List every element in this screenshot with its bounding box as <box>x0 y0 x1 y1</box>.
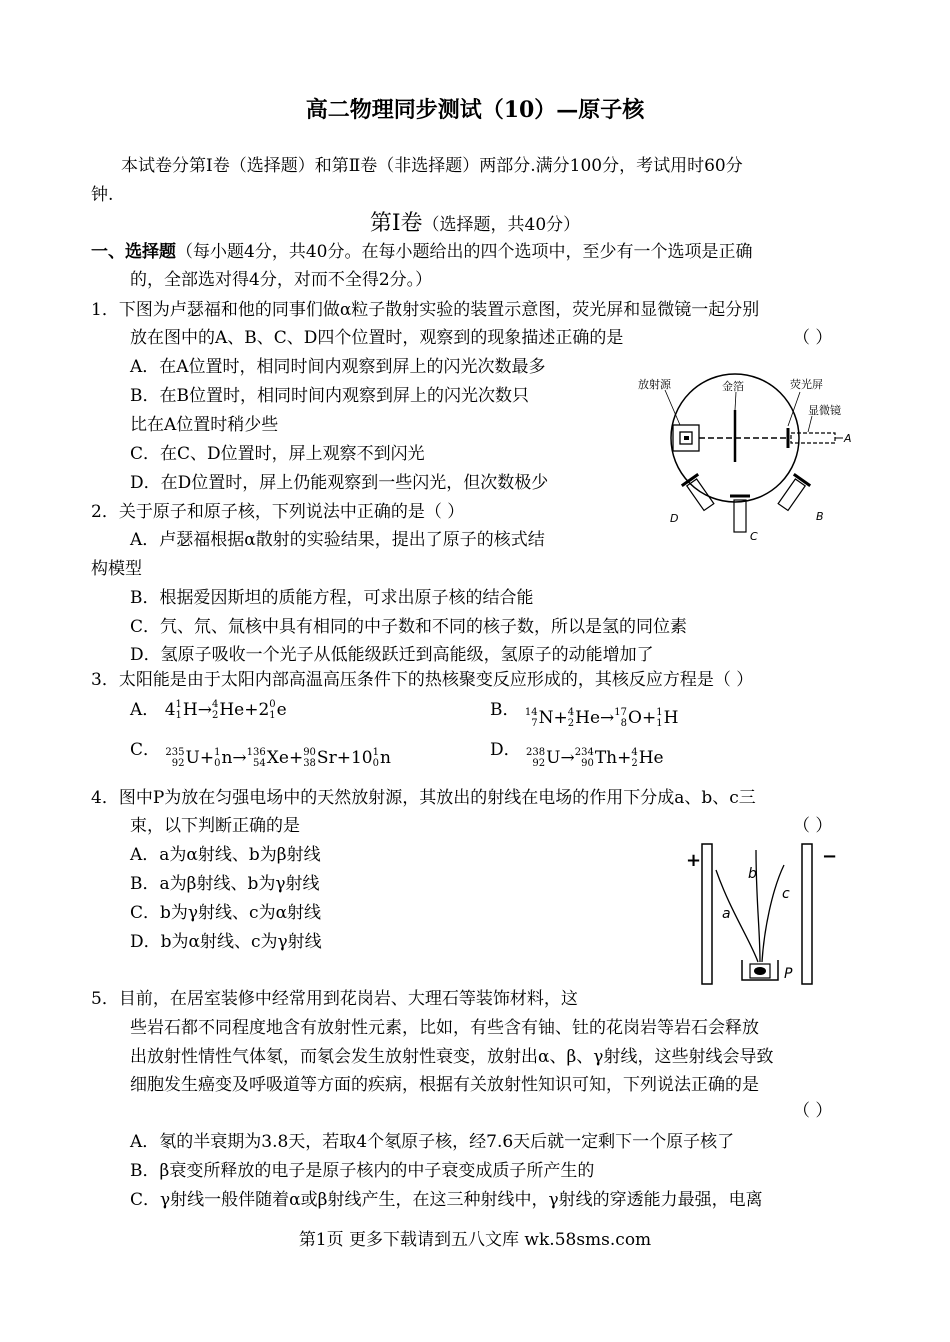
eq-b-h: H <box>663 708 679 728</box>
eq-c-sr-numbers <box>303 747 316 769</box>
eq-d-th: Th <box>594 748 618 768</box>
q1-option-c: C．在C、D位置时，屏上观察不到闪光 <box>130 444 425 464</box>
eq-c-n2-numbers <box>373 747 379 769</box>
eq-d-u-mass: 238 <box>526 747 546 758</box>
label-position-b: B <box>816 510 824 523</box>
eq-a-he-numbers <box>212 699 218 721</box>
eq-b-he-numbers <box>568 707 574 729</box>
q1-option-b-1: B．在B位置时，相同时间内观察到屏上的闪光次数只 <box>130 386 529 406</box>
label-position-a: A <box>844 432 852 445</box>
eq-d-plus: + <box>617 748 632 768</box>
source-core <box>684 436 689 440</box>
eq-a-h-mass: 1 <box>175 699 182 710</box>
plus-sign: + <box>686 850 702 871</box>
q5-option-a: A．氡的半衰期为3.8天，若取4个氡原子核，经7.6天后就一定剩下一个原子核了 <box>130 1132 735 1152</box>
q1-option-b-2: 比在A位置时稍少些 <box>130 415 279 435</box>
label-source: 放射源 <box>638 378 671 391</box>
eq-b-plus-1: + <box>553 708 568 728</box>
q1-stem-1: 下图为卢瑟福和他的同事们做α粒子散射实验的装置示意图，荧光屏和显微镜一起分别 <box>118 300 760 320</box>
microscope-b <box>775 474 810 513</box>
label-source-p: P <box>784 966 793 982</box>
q5-stem-4: 细胞发生癌变及呼吸道等方面的疾病，根据有关放射性知识可知，下列说法正确的是 <box>130 1075 759 1095</box>
q1-number: 1． <box>91 300 119 320</box>
eq-b-h-numbers <box>656 707 662 729</box>
eq-d-u: U <box>546 748 561 768</box>
eq-c-u-mass: 235 <box>165 747 185 758</box>
q5-stem-3: 出放射性情性气体氡，而氡会发生放射性衰变，放射出α、β、γ射线，这些射线会导致 <box>130 1047 774 1067</box>
q5-option-b: B．β衰变所释放的电子是原子核内的中子衰变成质子所产生的 <box>130 1161 595 1181</box>
q1-option-a: A．在A位置时，相同时间内观察到屏上的闪光次数最多 <box>130 357 546 377</box>
eq-c-n1: n <box>221 748 233 768</box>
q4-option-a: A．a为α射线、b为β射线 <box>130 845 321 865</box>
eq-d-he-numbers <box>631 747 637 769</box>
eq-b-o: O <box>628 708 642 728</box>
q2-stem: 关于原子和原子核，下列说法中正确的是（ ） <box>118 502 465 522</box>
q4-option-c: C．b为γ射线、c为α射线 <box>130 903 322 923</box>
eq-c-u-charge: 92 <box>171 758 185 769</box>
eq-a-he-charge: 2 <box>211 710 219 721</box>
q1-stem-2: 放在图中的A、B、C、D四个位置时，观察到的现象描述正确的是 <box>130 328 624 348</box>
eq-c-xe: Xe <box>266 748 289 768</box>
eq-b-o-numbers <box>614 707 627 729</box>
label-screen: 荧光屏 <box>790 378 823 391</box>
q3-number: 3． <box>91 670 119 690</box>
eq-b-he: He <box>575 708 601 728</box>
leader-foil <box>735 392 736 410</box>
eq-c-n2-charge: 0 <box>372 758 379 769</box>
eq-b-n-numbers <box>525 707 538 729</box>
eq-c-sr-mass: 90 <box>303 747 316 758</box>
ray-c-path <box>762 865 784 962</box>
eq-d-u-numbers <box>526 747 545 769</box>
q5-number: 5． <box>91 989 119 1009</box>
eq-a-plus: +2 <box>244 700 270 720</box>
eq-a-he-mass: 4 <box>211 699 219 710</box>
eq-c-n1-charge: 0 <box>214 758 221 769</box>
q3-option-b <box>490 698 678 730</box>
eq-b-he-charge: 2 <box>567 718 575 729</box>
leader-source <box>665 390 680 425</box>
eq-d-th-numbers <box>575 747 594 769</box>
eq-b-o-mass: 17 <box>614 707 628 718</box>
label-position-d: D <box>670 512 679 525</box>
minus-sign: − <box>822 846 838 867</box>
eq-a-e-mass: 0 <box>269 699 276 710</box>
equation-d <box>526 745 664 771</box>
q3-option-a <box>130 698 287 722</box>
eq-d-arrow: → <box>560 748 575 768</box>
eq-d-th-mass: 234 <box>574 747 594 758</box>
eq-a-e-charge: 1 <box>269 710 276 721</box>
equation-a <box>165 698 287 722</box>
q3-stem-line <box>91 670 753 690</box>
q4-answer-bracket: （ ） <box>793 816 833 836</box>
q4-option-d: D．b为α射线、c为γ射线 <box>130 932 322 952</box>
eq-c-sr: Sr <box>316 748 337 768</box>
eq-b-o-charge: 8 <box>620 718 628 729</box>
q2-stem-line <box>91 502 464 522</box>
eq-a-coef: 4 <box>164 700 176 720</box>
eq-c-xe-charge: 54 <box>253 758 266 769</box>
eq-c-n2: n <box>379 748 391 768</box>
section-heading: 一、选择题 <box>91 242 176 262</box>
volume-title: 第Ⅰ卷 <box>369 211 423 236</box>
q3-stem: 太阳能是由于太阳内部高温高压条件下的热核聚变反应形成的，其核反应方程是（ ） <box>118 670 754 690</box>
eq-a-arrow: → <box>197 700 212 720</box>
q4-stem-1: 图中P为放在匀强电场中的天然放射源，其放出的射线在电场的作用下分成a、b、c三 <box>118 788 756 808</box>
q5-stem-line-1 <box>91 989 578 1009</box>
eq-c-xe-mass: 136 <box>246 747 266 758</box>
eq-b-arrow: → <box>600 708 615 728</box>
q2-option-c: C．氕、氘、氚核中具有相同的中子数和不同的核子数，所以是氢的同位素 <box>130 617 688 637</box>
leader-microscope <box>808 416 812 432</box>
eq-b-plus-2: + <box>641 708 657 728</box>
source-sample <box>754 967 766 975</box>
q4-number: 4． <box>91 788 119 808</box>
eq-b-n-charge: 7 <box>531 718 538 729</box>
eq-b-n-mass: 14 <box>524 707 538 718</box>
eq-a-h-charge: 1 <box>175 710 182 721</box>
q1-option-d: D．在D位置时，屏上仍能观察到一些闪光，但次数极少 <box>130 473 549 493</box>
eq-b-h-charge: 1 <box>656 718 663 729</box>
intro-line-1: 本试卷分第Ⅰ卷（选择题）和第Ⅱ卷（非选择题）两部分.满分100分，考试用时60分 <box>121 156 743 176</box>
volume-note: （选择题，共40分） <box>422 215 581 235</box>
eq-d-he-charge: 2 <box>631 758 638 769</box>
equation-b <box>525 706 679 730</box>
section-rule-2: 的，全部选对得4分，对而不全得2分。） <box>130 270 433 290</box>
q3-option-a-label: A． <box>130 700 160 720</box>
eq-a-h: H <box>182 700 198 720</box>
page-title: 高二物理同步测试（10）—原子核 <box>305 97 645 123</box>
eq-a-e-numbers <box>269 699 275 721</box>
q3-option-d <box>490 737 664 771</box>
eq-c-n2-mass: 1 <box>372 747 379 758</box>
eq-c-n1-mass: 1 <box>214 747 221 758</box>
eq-b-n: N <box>538 708 554 728</box>
positive-plate <box>702 844 712 984</box>
eq-d-th-charge: 90 <box>581 758 594 769</box>
eq-a-e: e <box>276 700 287 720</box>
eq-d-he: He <box>638 748 664 768</box>
q4-stem-line-1 <box>91 788 756 808</box>
q4-option-b: B．a为β射线、b为γ射线 <box>130 874 320 894</box>
equation-c <box>165 745 391 771</box>
eq-a-h-numbers <box>176 699 182 721</box>
page-footer: 第1页 更多下载请到五八文库 wk.58sms.com <box>298 1230 652 1250</box>
eq-d-u-charge: 92 <box>532 758 546 769</box>
eq-b-h-mass: 1 <box>656 707 663 718</box>
label-position-c: C <box>750 530 758 543</box>
microscope-a <box>791 433 835 443</box>
q1-stem-line-1 <box>91 300 759 320</box>
section-heading-line <box>91 242 752 262</box>
eq-c-plus-1: + <box>199 748 215 768</box>
eq-c-u: U <box>185 748 200 768</box>
eq-c-n1-numbers <box>214 747 220 769</box>
q3-option-d-label: D． <box>490 740 521 760</box>
negative-plate <box>802 844 812 984</box>
q1-answer-bracket: （ ） <box>793 328 833 348</box>
label-ray-c: c <box>782 886 790 902</box>
eq-d-he-mass: 4 <box>631 747 638 758</box>
eq-b-he-mass: 4 <box>567 707 575 718</box>
eq-c-xe-numbers <box>247 747 266 769</box>
q2-option-b: B．根据爱因斯坦的质能方程，可求出原子核的结合能 <box>130 588 534 608</box>
eq-c-u-numbers <box>165 747 184 769</box>
eq-c-plus-2: + <box>288 748 304 768</box>
q2-number: 2． <box>91 502 119 522</box>
q5-stem-1: 目前，在居室装修中经常用到花岗岩、大理石等装饰材料，这 <box>118 989 578 1009</box>
q2-option-a-2: 构模型 <box>91 559 142 579</box>
q5-option-c: C．γ射线一般伴随着α或β射线产生，在这三种射线中，γ射线的穿透能力最强，电离 <box>130 1190 763 1210</box>
eq-c-plus-3: +10 <box>336 748 373 768</box>
intro-line-2: 钟. <box>91 185 114 205</box>
q3-option-c-label: C． <box>130 740 161 760</box>
q4-stem-2: 束，以下判断正确的是 <box>130 816 300 836</box>
q2-option-a-1: A．卢瑟福根据α散射的实验结果，提出了原子的核式结 <box>130 530 545 550</box>
q3-option-c <box>130 737 391 771</box>
volume-heading <box>0 210 950 239</box>
eq-a-he: He <box>219 700 245 720</box>
eq-c-sr-charge: 38 <box>303 758 316 769</box>
q5-stem-2: 些岩石都不同程度地含有放射性元素，比如，有些含有铀、钍的花岗岩等岩石会释放 <box>130 1018 759 1038</box>
section-rule-1: （每小题4分，共40分。在每小题给出的四个选项中，至少有一个选项是正确 <box>176 242 753 262</box>
label-ray-b: b <box>748 866 757 882</box>
q5-answer-bracket: （ ） <box>793 1101 833 1121</box>
q2-option-d: D．氢原子吸收一个光子从低能级跃迁到高能级，氢原子的动能增加了 <box>130 645 654 665</box>
q3-option-b-label: B． <box>490 700 520 720</box>
label-foil: 金箔 <box>722 380 744 393</box>
leader-screen <box>788 392 800 426</box>
eq-c-arrow: → <box>232 748 247 768</box>
rutherford-apparatus-figure <box>630 370 860 550</box>
label-microscope: 显微镜 <box>808 404 841 417</box>
label-ray-a: a <box>722 906 731 922</box>
electric-field-radiation-figure <box>680 840 850 990</box>
